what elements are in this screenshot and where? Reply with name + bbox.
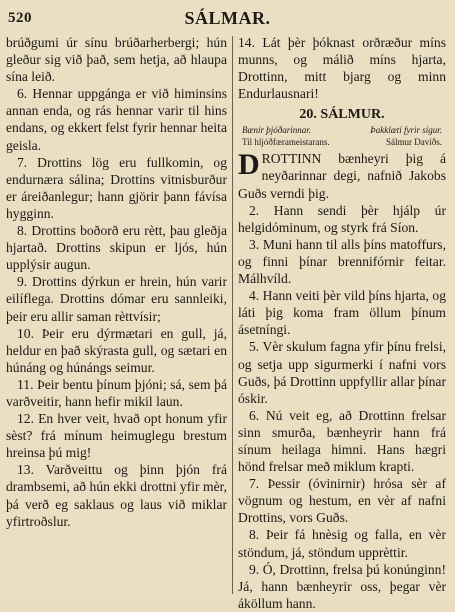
verse-paragraph: 4. Hann veiti þèr vild þíns hjarta, og láti þig koma fram öllum þínum ásetníngi. <box>238 288 446 338</box>
verse-paragraph: 12. En hver veit, hvað opt honum yfir sèst? frá mínum heimuglegu brestum hreinsa þú mig! <box>6 411 227 461</box>
verse-paragraph: 6. Nú veit eg, að Drottinn frelsar sinn smurða, bænheyrir hann frá sínum heilaga himni. Hans hægri hönd frelsar með miklum krapti. <box>238 407 446 475</box>
page-number: 520 <box>8 10 32 26</box>
verse-paragraph: 11. Þeir bentu þínum þjóni; sá, sem þá varðveitir, hann hefir mikil laun. <box>6 376 227 409</box>
verse-paragraph: brúðgumi úr sínu brúðarherbergi; hún gleður sig við það, sem hetja, að hlaupa sína leið. <box>6 35 227 85</box>
verse-paragraph: 3. Muni hann til alls þíns matoffurs, og finni þínar brennifórnir feitar. Málhvíld. <box>238 236 446 287</box>
subtitle-left: Bænir þjóðarinnar. <box>242 125 312 136</box>
verse-paragraph: 9. Ó, Drottinn, frelsa þú konúnginn! Já, hann bænheyrir oss, þegar vèr áköllum hann. <box>238 561 446 611</box>
page-header <box>0 0 455 30</box>
verse-paragraph: 7. Drottins lög eru fullkomin, og endurnæra sálina; Drottins vitnisburður er áreiðanlegur; hann gjörir þann fávísa hygginn. <box>6 154 227 221</box>
verse-1 <box>238 150 446 201</box>
verse-paragraph: 10. Þeir eru dýrmætari en gull, já, heldur en það skýrasta gull, og sætari en húnáng og húnángs seimur. <box>6 325 227 375</box>
verse-paragraph: 7. Þessir (óvinirnir) hrósa sèr af vögnum og hestum, en vèr af nafni Drottins, vors Guðs. <box>238 476 446 526</box>
right-verses <box>238 202 446 612</box>
verse-paragraph: 8. Þeir fá hnèsig og falla, en vèr stöndum, já, stöndum upprèttir. <box>238 527 446 560</box>
drop-cap: D <box>238 148 260 182</box>
verse-paragraph: 9. Drottins dýrkun er hrein, hún varir eilíflega. Drottins dómar eru sannleiki, þeir eru allir saman rèttvísir; <box>6 274 227 324</box>
psalm-subtitle <box>238 124 446 136</box>
left-column <box>6 34 227 530</box>
verse-paragraph: 5. Vèr skulum fagna yfir þínu frelsi, og setja upp sigurmerki í nafni vors Guðs, þá Drottinn uppfyllir allar þínar óskir. <box>238 339 446 406</box>
verse-14: 14. Lát þèr þóknast orðræður míns munns, og málið míns hjarta, Drottinn, mitt bjarg og minn Endurlausnari! <box>238 35 446 102</box>
column-divider <box>232 36 233 594</box>
psalm-dedication <box>238 136 446 148</box>
running-title: SÁLMAR. <box>184 8 271 28</box>
psalm-title: 20. SÁLMUR. <box>299 107 385 123</box>
dedication-left: Til hljóðfærameistarans. <box>242 137 330 148</box>
subtitle-right: Þakklæti fyrir sigur. <box>370 125 442 136</box>
verse-paragraph: 2. Hann sendi þèr hjálp úr helgidóminum, og styrk frá Síon. <box>238 202 446 235</box>
verse-paragraph: 6. Hennar uppgánga er við himinsins annan enda, og rás hennar varir til hins endans, og ekkert felst fyrir hennar heita geisla. <box>6 86 227 153</box>
dedication-right: Sálmur Davíðs. <box>386 137 442 148</box>
verse-paragraph: 13. Varðveittu og þinn þjón frá drambsemi, að hún ekki drottni yfir mèr, þá verð eg saklaus og laus við miklar yfirtroðslur. <box>6 462 227 529</box>
verse-paragraph: 8. Drottins boðorð eru rètt, þau gleðja hjartað. Drottins skipun er ljós, hún upplýsir augun. <box>6 223 227 273</box>
verse-1-text: ROTTINN bænheyri þig á neyðarinnar degi, nafnið Jakobs Guðs verndi þig. <box>238 151 446 201</box>
right-column <box>238 34 446 612</box>
